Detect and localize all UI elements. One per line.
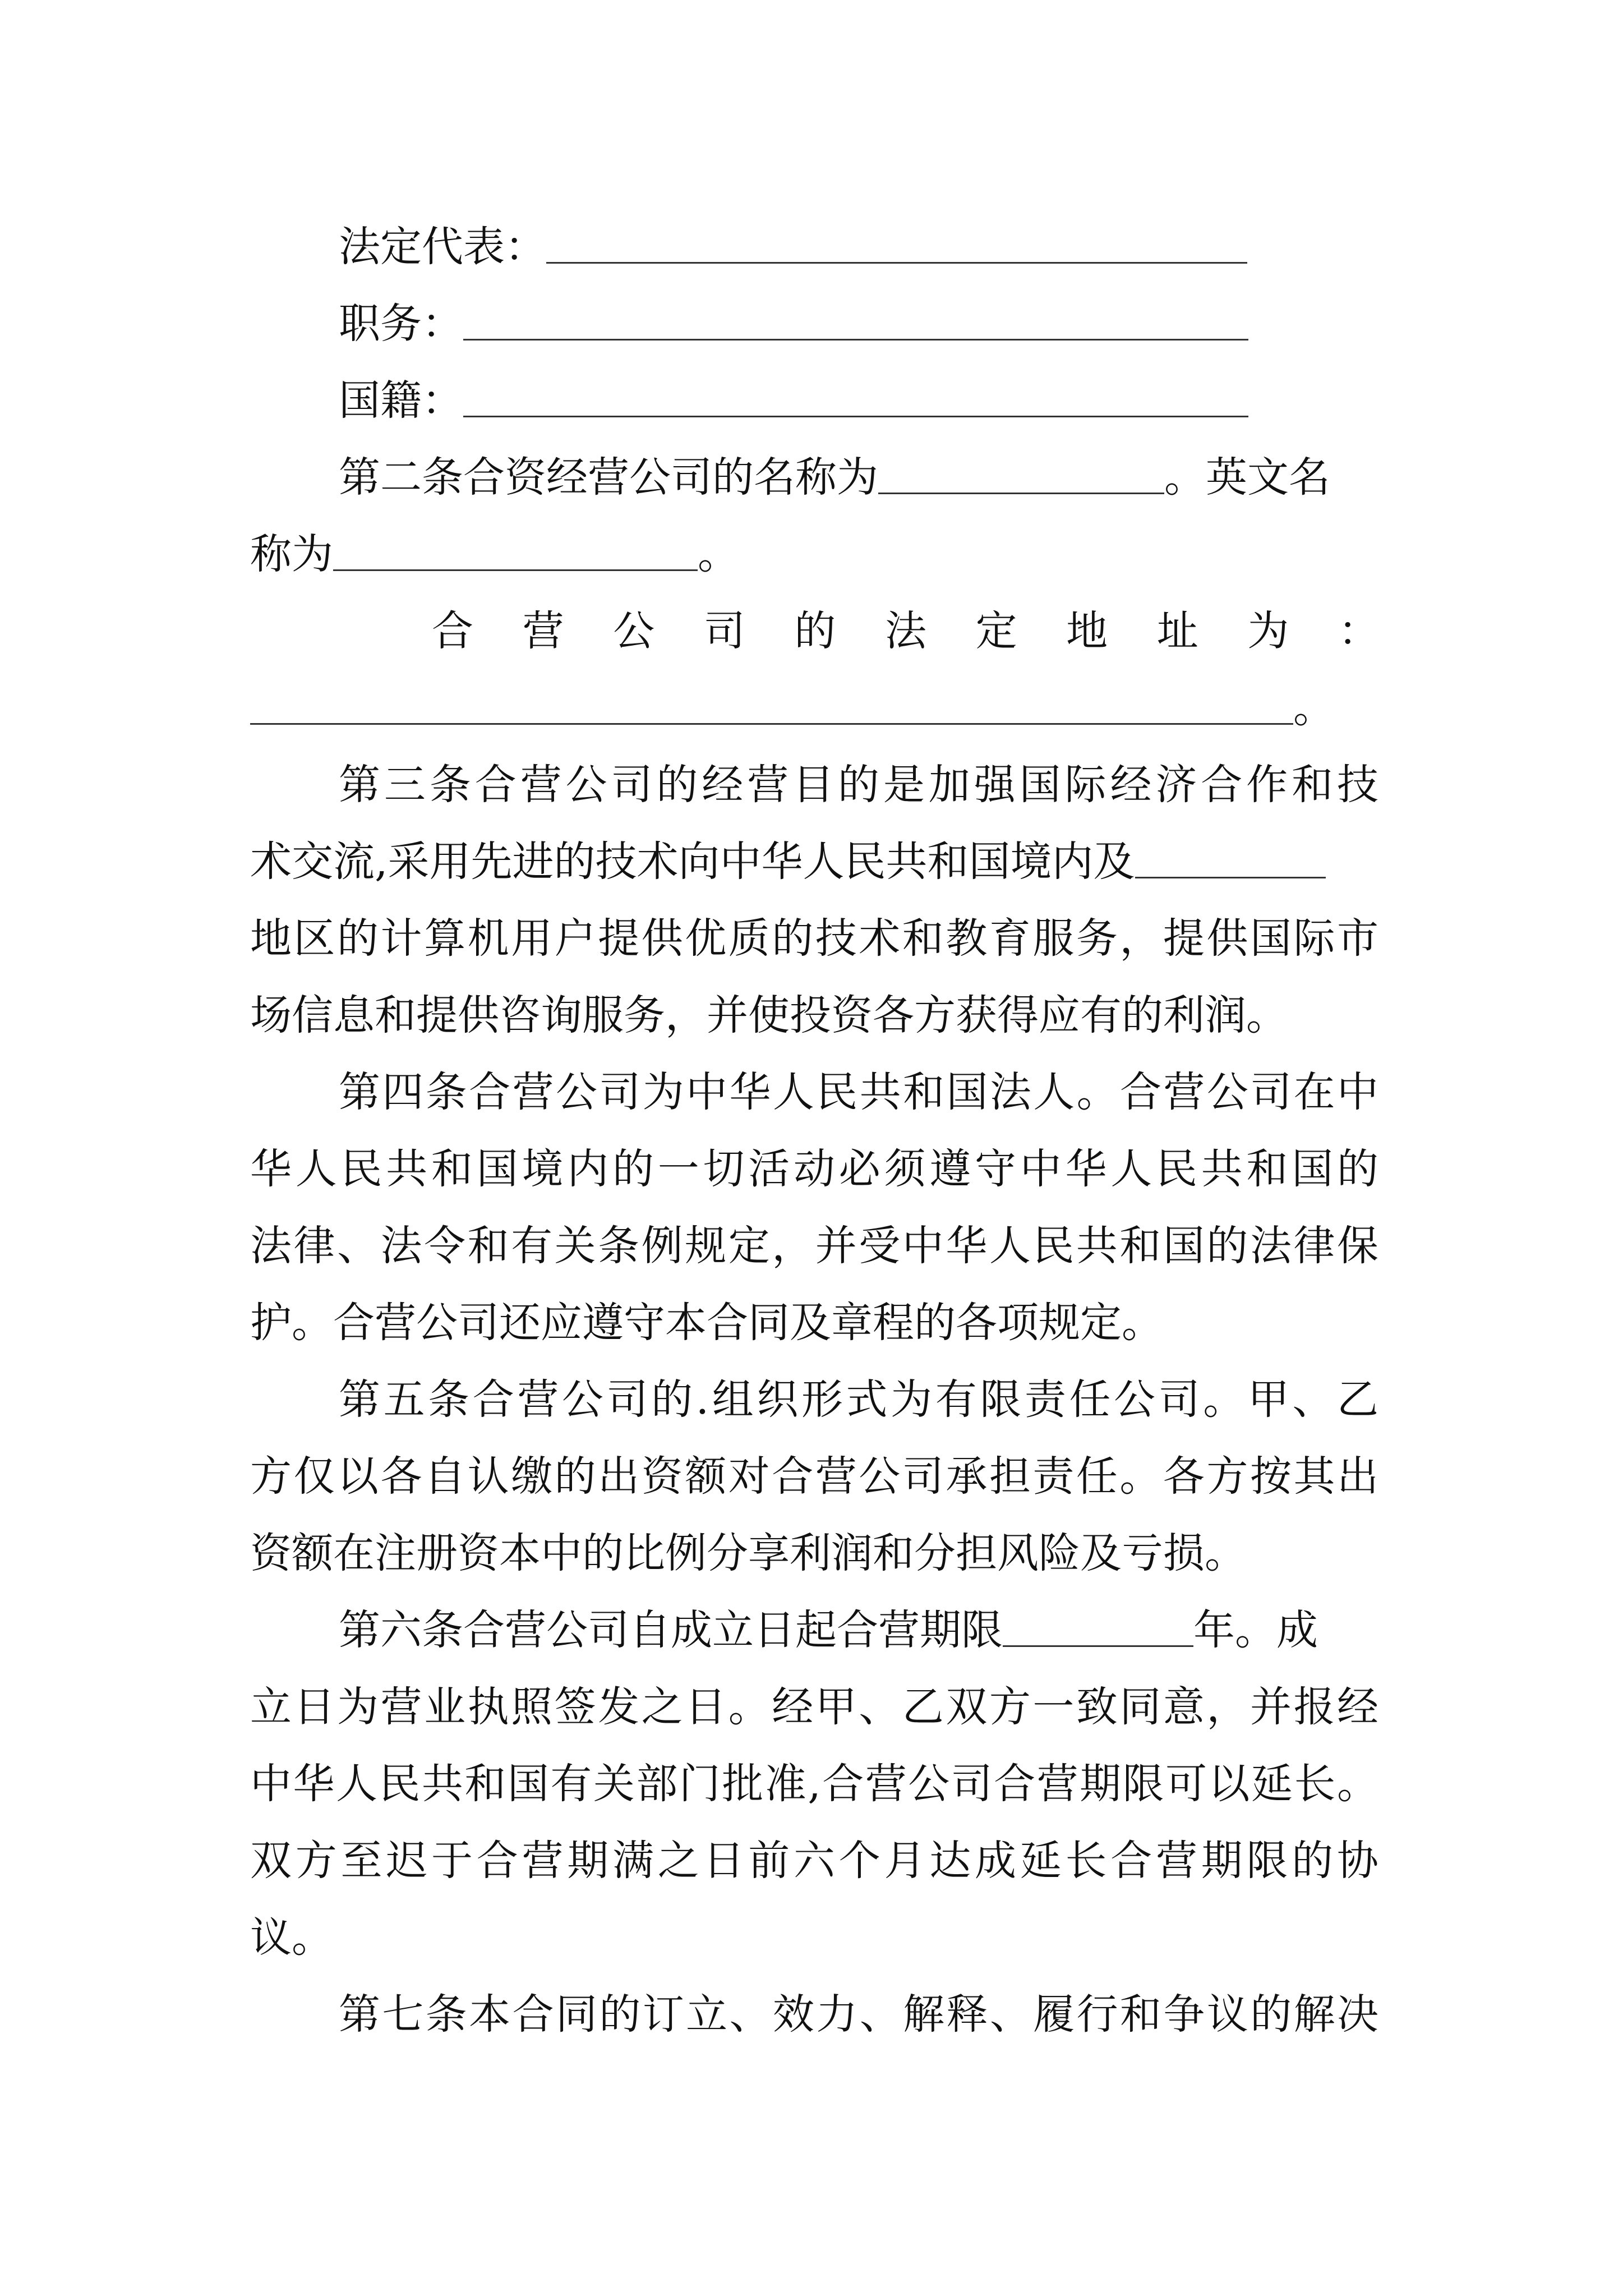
article7-line1: 第七条本合同的订立、效力、解释、履行和争议的解决	[339, 1990, 1380, 2039]
legal-representative-label: 法定代表：	[339, 223, 546, 271]
term-years-blank[interactable]	[1003, 1602, 1193, 1658]
article6-term-suffix: 年。成	[1193, 1606, 1318, 1654]
company-name-blank[interactable]	[878, 449, 1164, 505]
address-label-char: 地	[1066, 607, 1108, 655]
article4-line2: 华人民共和国境内的一切活动必须遵守中华人民共和国的	[250, 1145, 1380, 1193]
article4-line3: 法律、法令和有关条例规定，并受中华人民共和国的法律保	[250, 1222, 1380, 1270]
article5-line1: 第五条合营公司的.组织形式为有限责任公司。甲、乙	[339, 1375, 1380, 1424]
article6-line5: 议。	[250, 1913, 333, 1962]
address-label-char: 营	[522, 607, 564, 655]
legal-representative-blank[interactable]	[546, 219, 1247, 275]
article2-english-suffix: 。	[698, 530, 739, 578]
english-name-blank[interactable]	[333, 526, 698, 582]
article6-line1	[339, 1602, 1380, 1658]
legal-representative-field	[339, 219, 1258, 275]
article3-line2-text: 术交流,采用先进的技术向中华人民共和国境内及	[250, 838, 1135, 886]
article5-line3: 资额在注册资本中的比例分享利润和分担风险及亏损。	[250, 1529, 1246, 1577]
address-label-char: 司	[703, 607, 745, 655]
article2-english-name-label: 。英文名	[1164, 453, 1330, 501]
article3-line4: 场信息和提供咨询服务，并使投资各方获得应有的利润。	[250, 991, 1288, 1039]
address-label-char: 法	[884, 607, 926, 655]
article4-line1: 第四条合营公司为中华人民共和国法人。合营公司在中	[339, 1068, 1380, 1116]
article2-address-line	[250, 680, 1380, 736]
article2-name-prefix: 第二条合资经营公司的名称为	[339, 453, 878, 501]
address-label-char: 定	[975, 607, 1017, 655]
article3-line2	[250, 834, 1380, 890]
nationality-field	[339, 372, 1258, 429]
address-label-char: 为	[1247, 607, 1289, 655]
article4-line4: 护。合营公司还应遵守本合同及章程的各项规定。	[250, 1299, 1163, 1347]
article2-address-end: 。	[1293, 684, 1335, 732]
nationality-label: 国籍：	[339, 376, 463, 425]
article6-line4: 双方至迟于合营期满之日前六个月达成延长合营期限的协	[250, 1837, 1380, 1885]
nationality-blank[interactable]	[463, 372, 1248, 429]
position-field	[339, 296, 1258, 352]
address-label-char: 合	[432, 607, 473, 655]
position-label: 职务：	[339, 300, 463, 348]
article2-line2	[250, 526, 1380, 582]
article6-term-prefix: 第六条合营公司自成立日起合营期限	[339, 1606, 1003, 1654]
address-label-char: 的	[794, 607, 836, 655]
address-label-char: 公	[613, 607, 655, 655]
article6-line2: 立日为营业执照签发之日。经甲、乙双方一致同意，并报经	[250, 1683, 1380, 1731]
article3-line3: 地区的计算机用户提供优质的技术和教育服务，提供国际市	[250, 914, 1380, 963]
legal-address-blank[interactable]	[250, 680, 1293, 736]
article6-line3: 中华人民共和国有关部门批准,合营公司合营期限可以延长。	[250, 1760, 1380, 1808]
article2-address-label	[432, 603, 1380, 659]
article3-line1: 第三条合营公司的经营目的是加强国际经济合作和技	[339, 761, 1380, 809]
region-blank[interactable]	[1135, 834, 1326, 890]
address-label-char: 址	[1156, 607, 1198, 655]
address-label-char: ：	[1338, 607, 1380, 655]
article5-line2: 方仅以各自认缴的出资额对合营公司承担责任。各方按其出	[250, 1452, 1380, 1501]
article2-english-prefix: 称为	[250, 530, 333, 578]
position-blank[interactable]	[463, 296, 1248, 352]
article2-line1	[339, 449, 1380, 505]
